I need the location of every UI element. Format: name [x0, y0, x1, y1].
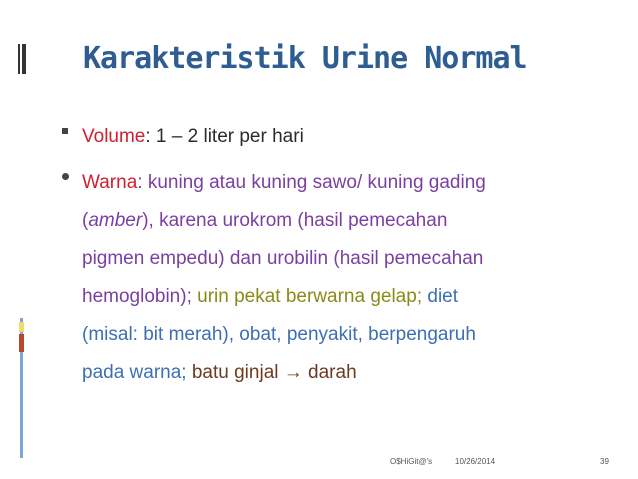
volume-separator: :: [145, 126, 151, 147]
left-accent-red: [19, 334, 24, 352]
warna-separator: :: [137, 172, 143, 193]
slide-title: Karakteristik Urine Normal: [83, 41, 527, 76]
left-accent-yellow: [19, 322, 24, 332]
warna-line-6-c: darah: [302, 362, 357, 383]
slide-body: [62, 118, 622, 392]
warna-line-4-a: hemoglobin);: [82, 286, 192, 307]
warna-line-2-rest: ), karena urokrom (hasil pemecahan: [142, 210, 448, 231]
warna-line-4-b: urin pekat berwarna gelap;: [191, 286, 423, 307]
square-bullet-icon: [62, 128, 68, 134]
warna-line-2-open: (: [82, 210, 89, 231]
footer-author: O$HiGit@'s: [390, 457, 433, 466]
warna-label: Warna: [82, 172, 138, 193]
list-item-warna: [62, 164, 622, 392]
arrow-right-icon: →: [283, 362, 303, 383]
warna-amber: amber: [88, 210, 143, 231]
warna-line-6-b: batu ginjal: [186, 362, 284, 383]
warna-line-1: kuning atau kuning sawo/ kuning gading: [142, 172, 486, 193]
warna-line-6-a: pada warna;: [82, 362, 187, 383]
slide-corner-mark: [18, 44, 26, 74]
footer-page-number: 39: [600, 457, 609, 466]
volume-text: 1 – 2 liter per hari: [150, 126, 304, 147]
warna-line-4-c: diet: [422, 286, 459, 307]
warna-line-5: (misal: bit merah), obat, penyakit, berpengaruh: [82, 324, 476, 345]
footer-date: 10/26/2014: [455, 457, 496, 466]
list-item-volume: [62, 118, 622, 156]
volume-label: Volume: [82, 126, 146, 147]
dot-bullet-icon: [62, 173, 69, 180]
warna-line-3: pigmen empedu) dan urobilin (hasil pemecahan: [82, 248, 484, 269]
